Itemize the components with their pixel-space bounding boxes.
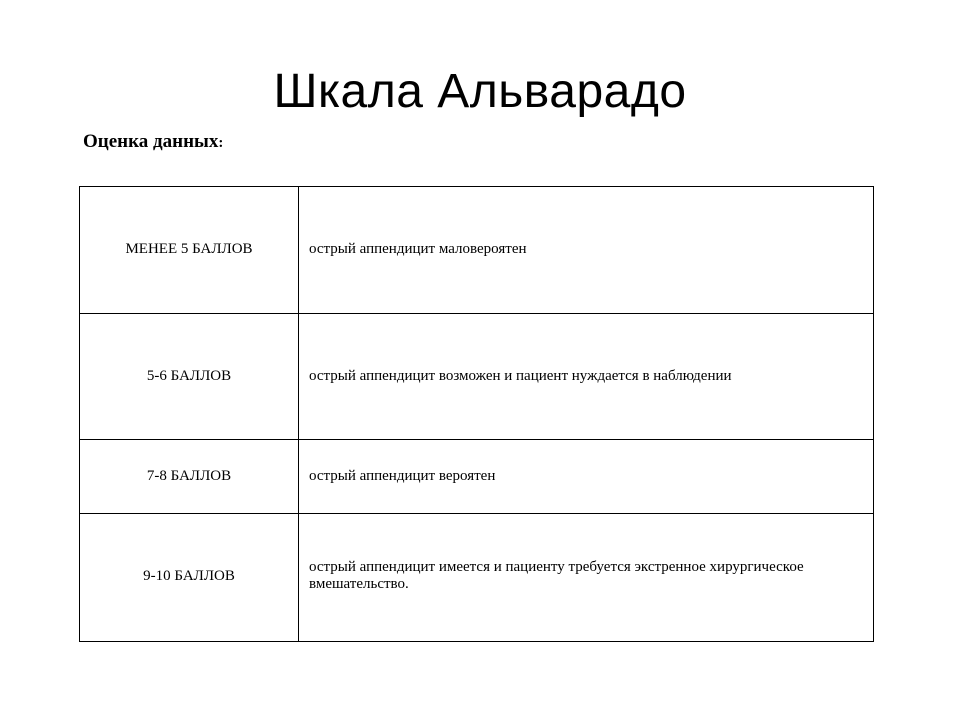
score-label: 7-8 БАЛЛОВ <box>146 468 232 484</box>
interpretation-text: острый аппендицит имеется и пациенту требуется экстренное хирургическое вмешательство. <box>309 559 804 592</box>
interpretation-cell <box>299 314 874 440</box>
table-row <box>80 314 874 440</box>
score-label: МЕНЕЕ 5 БАЛЛОВ <box>125 241 253 257</box>
score-label: 9-10 БАЛЛОВ <box>143 568 235 584</box>
interpretation-text: острый аппендицит возможен и пациент нуждается в наблюдении <box>309 368 732 384</box>
table-row <box>80 440 874 514</box>
interpretation-cell <box>299 440 874 514</box>
subtitle-text: Оценка данных <box>83 131 219 152</box>
table-row <box>80 514 874 642</box>
alvarado-score-table <box>79 186 874 642</box>
table-row <box>80 187 874 314</box>
slide-title: Шкала Альварадо <box>273 65 687 118</box>
score-cell <box>80 440 299 514</box>
score-cell <box>80 514 299 642</box>
score-cell <box>80 187 299 314</box>
score-label: 5-6 БАЛЛОВ <box>146 368 232 384</box>
score-cell <box>80 314 299 440</box>
interpretation-text: острый аппендицит вероятен <box>309 468 496 484</box>
interpretation-cell <box>299 514 874 642</box>
interpretation-text: острый аппендицит маловероятен <box>309 241 527 257</box>
subtitle-colon: : <box>218 135 224 151</box>
interpretation-cell <box>299 187 874 314</box>
section-subtitle <box>83 129 223 156</box>
